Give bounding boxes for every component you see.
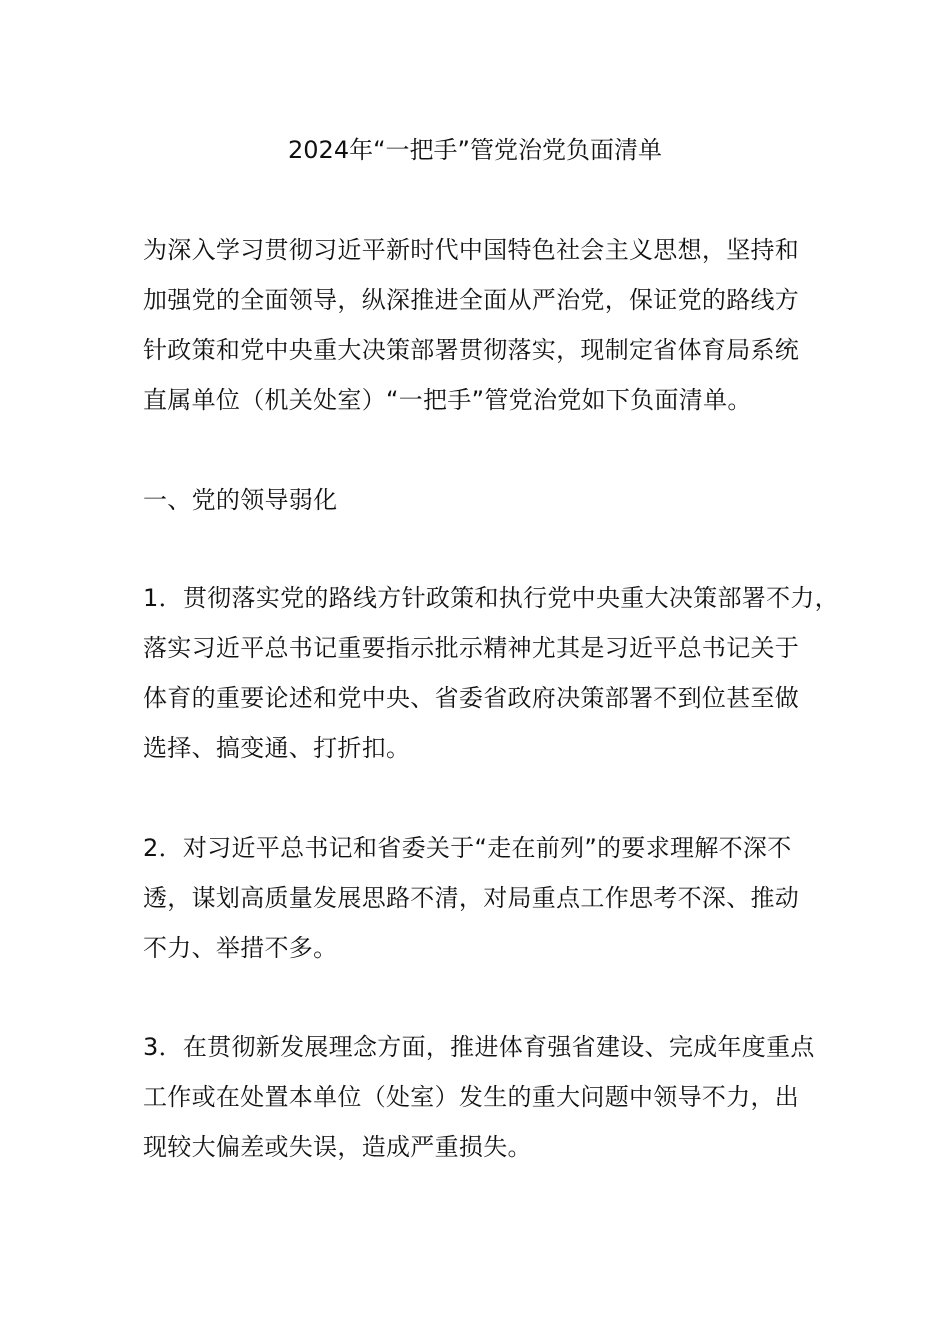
list-item-line: 透，谋划高质量发展思路不清，对局重点工作思考不深、推动 (143, 884, 800, 912)
intro-line: 针政策和党中央重大决策部署贯彻落实，现制定省体育局系统 (143, 336, 800, 364)
list-item-line: 1．贯彻落实党的路线方针政策和执行党中央重大决策部署不力， (143, 584, 839, 612)
intro-line: 加强党的全面领导，纵深推进全面从严治党，保证党的路线方 (143, 286, 800, 314)
list-item-line: 落实习近平总书记重要指示批示精神尤其是习近平总书记关于 (143, 634, 800, 662)
list-item-line: 3．在贯彻新发展理念方面，推进体育强省建设、完成年度重点 (143, 1033, 815, 1061)
list-item-3 (143, 1022, 815, 1172)
section-heading (143, 475, 815, 525)
list-item-1 (143, 573, 839, 773)
list-item-line: 不力、举措不多。 (143, 934, 338, 962)
intro-paragraph (143, 225, 815, 425)
section-heading-text: 一、党的领导弱化 (143, 486, 338, 514)
intro-line: 直属单位（机关处室）“一把手”管党治党如下负面清单。 (143, 386, 752, 414)
document-title: 2024年“一把手”管党治党负面清单 (288, 136, 662, 164)
intro-line: 为深入学习贯彻习近平新时代中国特色社会主义思想，坚持和 (143, 236, 800, 264)
list-item-2 (143, 823, 815, 973)
list-item-line: 选择、搞变通、打折扣。 (143, 734, 411, 762)
list-item-line: 工作或在处置本单位（处室）发生的重大问题中领导不力，出 (143, 1083, 800, 1111)
list-item-line: 体育的重要论述和党中央、省委省政府决策部署不到位甚至做 (143, 684, 800, 712)
list-item-line: 现较大偏差或失误，造成严重损失。 (143, 1133, 532, 1161)
list-item-line: 2．对习近平总书记和省委关于“走在前列”的要求理解不深不 (143, 834, 792, 862)
